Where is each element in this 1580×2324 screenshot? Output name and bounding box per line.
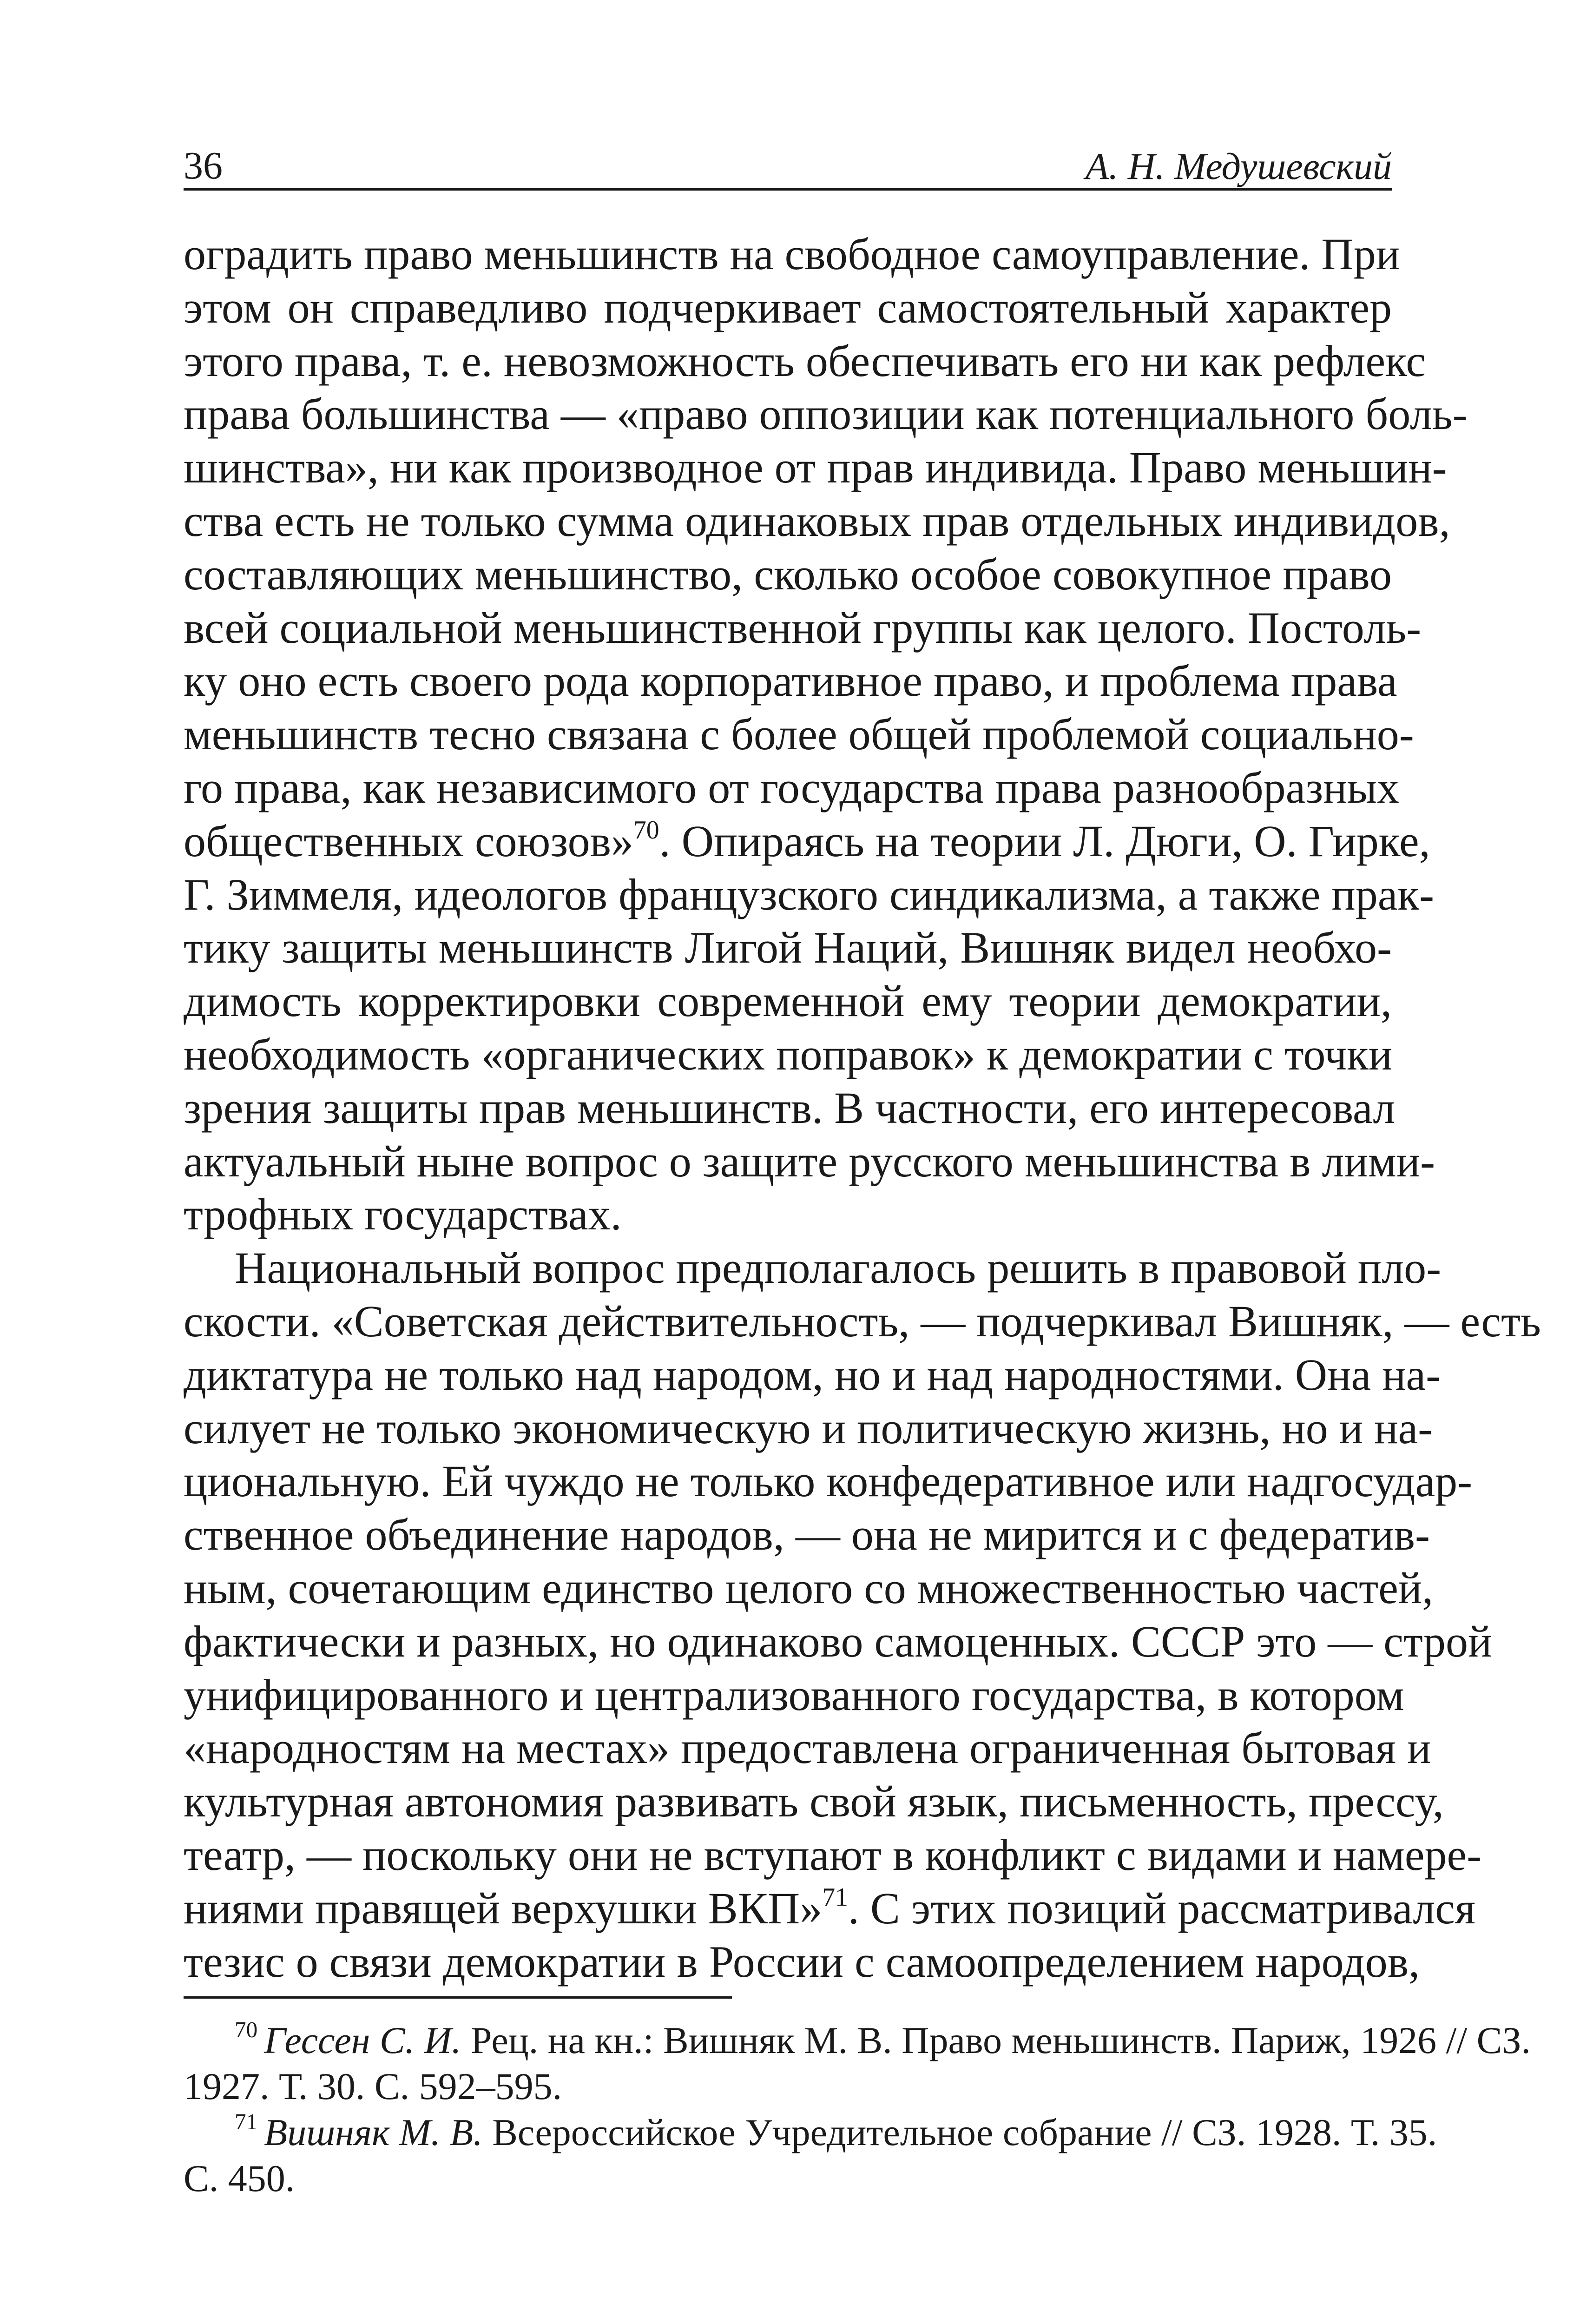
footnote-number: 70	[235, 2016, 258, 2042]
text-line: оградить право меньшинств на свободное самоуправление. При	[184, 229, 1400, 279]
text-line: меньшинств тесно связана с более общей проблемой социально-	[184, 709, 1414, 759]
text-line: шинства», ни как производное от прав индивида. Право меньшин-	[184, 442, 1447, 493]
running-head: А. Н. Медушевский	[1085, 145, 1392, 187]
text-line: права большинства — «право оппозиции как потенциального боль-	[184, 389, 1468, 439]
text-line: этого права, т. е. невозможность обеспечивать его ни как рефлекс	[184, 336, 1426, 386]
text-line	[184, 1882, 1475, 1935]
page-header	[184, 135, 1392, 191]
body-text	[184, 228, 1541, 1988]
paragraph-start-line: Национальный вопрос предполагалось решить в правовой пло-	[235, 1243, 1442, 1293]
footnote-text: Рец. на кн.: Вишняк М. В. Право меньшинств. Париж, 1926 // СЗ.	[461, 2019, 1531, 2061]
text-line: ным, сочетающим единство целого со множественностью частей,	[184, 1563, 1434, 1613]
footnote-ref-70[interactable]: 70	[633, 815, 659, 845]
text-line: актуальный ныне вопрос о защите русского меньшинства в лими-	[184, 1136, 1435, 1186]
text-line: силует не только экономическую и политическую жизнь, но и на-	[184, 1403, 1433, 1453]
footnote-text: Всероссийское Учредительное собрание // СЗ. 1928. Т. 35.	[482, 2111, 1437, 2153]
text-line: тезис о связи демократии в России с самоопределением народов,	[184, 1936, 1420, 1987]
footnote-ref-71[interactable]: 71	[822, 1882, 848, 1912]
footnote-71	[184, 2108, 1437, 2155]
text-line: ства есть не только сумма одинаковых прав отдельных индивидов,	[184, 495, 1450, 546]
text-line: трофных государствах.	[184, 1189, 622, 1240]
text-line: циональную. Ей чуждо не только конфедеративное или надгосудар-	[184, 1456, 1473, 1506]
text-line: театр, — поскольку они не вступают в конфликт с видами и намере-	[184, 1829, 1482, 1880]
text-line: зрения защиты прав меньшинств. В частности, его интересовал	[184, 1083, 1396, 1133]
text-line: ку оно есть своего рода корпоративное право, и проблема права	[184, 656, 1397, 706]
text-line: диктатура не только над народом, но и над народностями. Она на-	[184, 1349, 1441, 1400]
text-segment: . Опираясь на теории Л. Дюги, О. Гирке,	[659, 816, 1430, 866]
text-line: культурная автономия развивать свой язык, письменность, прессу,	[184, 1776, 1444, 1827]
text-line: фактически и разных, но одинаково самоценных. СССР это — строй	[184, 1616, 1492, 1666]
footnote-number: 71	[235, 2108, 258, 2134]
text-line: Г. Зиммеля, идеологов французского синдикализма, а также прак-	[184, 869, 1434, 919]
footnote-70	[184, 2016, 1531, 2063]
text-line: тику защиты меньшинств Лигой Наций, Вишняк видел необхо-	[184, 923, 1392, 973]
footnote-71-continuation: С. 450.	[184, 2157, 295, 2199]
footnotes	[184, 2016, 1531, 2201]
text-line: составляющих меньшинство, сколько особое совокупное право	[184, 549, 1392, 599]
footnote-author: Гессен С. И.	[264, 2019, 461, 2061]
text-line: «народностям на местах» предоставлена ограниченная бытовая и	[184, 1723, 1431, 1773]
text-line: всей социальной меньшинственной группы как целого. Постоль-	[184, 602, 1422, 653]
text-line	[184, 815, 1430, 868]
text-segment: . С этих позиций рассматривался	[848, 1883, 1475, 1933]
page-number: 36	[184, 144, 223, 187]
footnote-author: Вишняк М. В.	[264, 2111, 483, 2153]
text-line: скости. «Советская действительность, — подчеркивал Вишняк, — есть	[184, 1296, 1541, 1346]
text-line: необходимость «органических поправок» к демократии с точки	[184, 1029, 1393, 1079]
text-line: унифицированного и централизованного государства, в котором	[184, 1670, 1404, 1720]
footnote-70-continuation: 1927. Т. 30. С. 592–595.	[184, 2065, 562, 2107]
text-line: димость корректировки современной ему теории демократии,	[184, 976, 1392, 1026]
text-segment: ниями правящей верхушки ВКП»	[184, 1883, 823, 1933]
footnote-separator	[184, 1996, 732, 1999]
text-line: ственное объединение народов, — она не мирится и с федератив-	[184, 1510, 1430, 1560]
text-segment: общественных союзов»	[184, 816, 633, 866]
text-line: го права, как независимого от государства права разнообразных	[184, 762, 1400, 812]
text-line: этом он справедливо подчеркивает самостоятельный характер	[184, 282, 1392, 332]
